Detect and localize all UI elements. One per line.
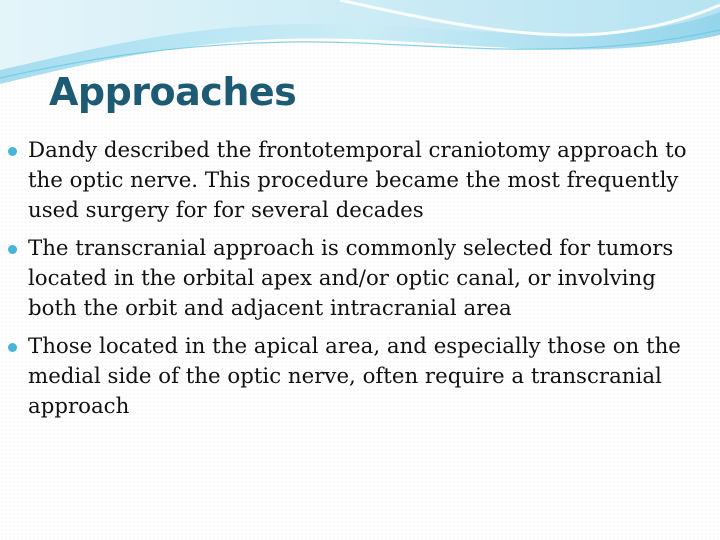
- bullet-marker-icon: [8, 245, 17, 254]
- bullet-text: The transcranial approach is commonly selected for tumors located in the orbital apex and/or optic canal, or involving both the orbit and adjacent intracranial area: [28, 236, 674, 321]
- bullet-item: [28, 136, 708, 226]
- bullet-text: Dandy described the frontotemporal craniotomy approach to the optic nerve. This procedure became the most frequently used surgery for for several decades: [28, 138, 687, 223]
- bullet-text: Those located in the apical area, and especially those on the medial side of the optic nerve, often require a transcranial approach: [28, 334, 681, 419]
- bullet-marker-icon: [8, 147, 17, 156]
- bullet-list: [28, 136, 708, 430]
- slide-title: Approaches: [49, 70, 297, 114]
- bullet-item: [28, 234, 708, 324]
- bullet-item: [28, 332, 708, 422]
- bullet-marker-icon: [8, 343, 17, 352]
